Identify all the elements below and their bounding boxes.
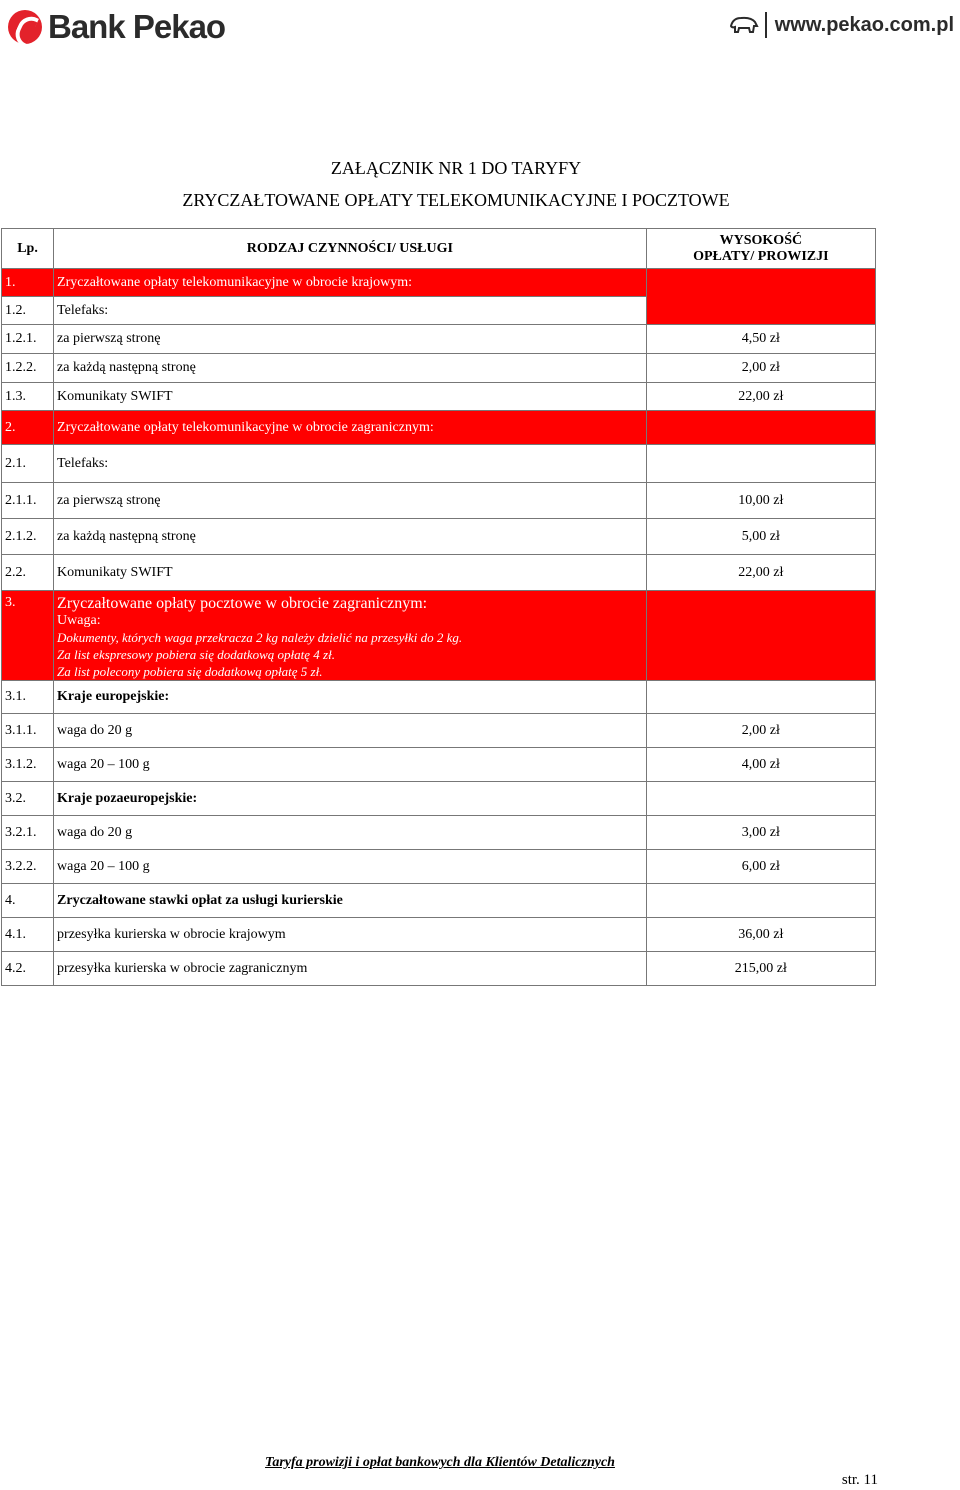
row-lp: 3. xyxy=(2,591,54,681)
row-lp: 4. xyxy=(2,884,54,918)
row-desc: waga do 20 g xyxy=(54,816,647,850)
table-row xyxy=(2,519,876,555)
row-lp: 2.1. xyxy=(2,445,54,483)
row-value xyxy=(646,782,875,816)
row-lp: 2.2. xyxy=(2,555,54,591)
note-line-2: Za list ekspresowy pobiera się dodatkową opłatę 4 zł. xyxy=(57,647,335,662)
row-desc: Zryczałtowane opłaty telekomunikacyjne w obrocie zagranicznym: xyxy=(54,411,647,445)
row-lp: 3.1.1. xyxy=(2,714,54,748)
table-row xyxy=(2,354,876,383)
row-desc xyxy=(54,591,647,681)
table-row xyxy=(2,269,876,297)
col-lp-header: Lp. xyxy=(2,229,54,269)
row-lp: 1.2.2. xyxy=(2,354,54,383)
document-subtitle: ZRYCZAŁTOWANE OPŁATY TELEKOMUNIKACYJNE I POCZTOWE xyxy=(182,190,730,210)
table-header-row xyxy=(2,229,876,269)
row-value xyxy=(646,591,875,681)
note-line-3: Za list polecony pobiera się dodatkową opłatę 5 zł. xyxy=(57,664,323,679)
row-desc: Komunikaty SWIFT xyxy=(54,383,647,411)
row-lp: 1. xyxy=(2,269,54,297)
table-row xyxy=(2,918,876,952)
row-value: 4,00 zł xyxy=(646,748,875,782)
row-value: 22,00 zł xyxy=(646,383,875,411)
row-desc: Zryczałtowane stawki opłat za usługi kurierskie xyxy=(54,884,647,918)
table-row xyxy=(2,483,876,519)
row-lp: 2. xyxy=(2,411,54,445)
row-desc: Komunikaty SWIFT xyxy=(54,555,647,591)
note-block xyxy=(57,629,643,680)
row-value: 3,00 zł xyxy=(646,816,875,850)
col-value-header-line2: OPŁATY/ PROWIZJI xyxy=(693,248,829,264)
row-value: 36,00 zł xyxy=(646,918,875,952)
row-value: 10,00 zł xyxy=(646,483,875,519)
row-desc: za pierwszą stronę xyxy=(54,325,647,354)
row-lp: 4.2. xyxy=(2,952,54,986)
table-row xyxy=(2,681,876,714)
row-desc: Zryczałtowane opłaty telekomunikacyjne w obrocie krajowym: xyxy=(54,269,647,297)
row-value: 215,00 zł xyxy=(646,952,875,986)
row-lp: 3.2. xyxy=(2,782,54,816)
row-desc: przesyłka kurierska w obrocie krajowym xyxy=(54,918,647,952)
table-row xyxy=(2,850,876,884)
row-desc: Telefaks: xyxy=(54,445,647,483)
row-desc: przesyłka kurierska w obrocie zagranicznym xyxy=(54,952,647,986)
table-row xyxy=(2,748,876,782)
bank-logo-icon xyxy=(8,10,42,44)
table-row xyxy=(2,555,876,591)
row-desc: waga 20 – 100 g xyxy=(54,748,647,782)
row-value: 5,00 zł xyxy=(646,519,875,555)
table-row xyxy=(2,325,876,354)
fee-table xyxy=(1,228,876,986)
row-desc: waga 20 – 100 g xyxy=(54,850,647,884)
table-row xyxy=(2,714,876,748)
page-number: str. 11 xyxy=(841,1472,878,1488)
row-value: 2,00 zł xyxy=(646,714,875,748)
table-row xyxy=(2,952,876,986)
row-value xyxy=(646,411,875,445)
row-value xyxy=(646,884,875,918)
col-desc-header: RODZAJ CZYNNOŚCI/ USŁUGI xyxy=(54,229,647,269)
row-lp: 4.1. xyxy=(2,918,54,952)
note-line-1: Dokumenty, których waga przekracza 2 kg należy dzielić na przesyłki do 2 kg. xyxy=(57,630,463,645)
table-row xyxy=(2,383,876,411)
row-lp: 1.3. xyxy=(2,383,54,411)
bison-icon xyxy=(729,14,759,36)
table-row xyxy=(2,445,876,483)
row-desc: za każdą następną stronę xyxy=(54,519,647,555)
row-value: 22,00 zł xyxy=(646,555,875,591)
row-desc: Kraje pozaeuropejskie: xyxy=(54,782,647,816)
table-row xyxy=(2,411,876,445)
website-header xyxy=(729,12,954,38)
row-lp: 3.2.1. xyxy=(2,816,54,850)
row-desc: Kraje europejskie: xyxy=(54,681,647,714)
footer-title: Taryfa prowizji i opłat bankowych dla Klientów Detalicznych xyxy=(265,1455,615,1470)
document-title: ZAŁĄCZNIK NR 1 DO TARYFY xyxy=(330,158,582,178)
row-value: 4,50 zł xyxy=(646,325,875,354)
row-desc: waga do 20 g xyxy=(54,714,647,748)
table-row xyxy=(2,782,876,816)
bank-name: Bank Pekao xyxy=(48,8,226,45)
bank-logo xyxy=(8,8,225,46)
row-lp: 2.1.1. xyxy=(2,483,54,519)
row-desc: za pierwszą stronę xyxy=(54,483,647,519)
note-label: Uwaga: xyxy=(57,613,101,628)
table-row xyxy=(2,884,876,918)
table-row xyxy=(2,816,876,850)
row-value xyxy=(646,681,875,714)
row-lp: 1.2.1. xyxy=(2,325,54,354)
col-value-header-line1: WYSOKOŚĆ xyxy=(719,232,803,248)
website-link[interactable]: www.pekao.com.pl xyxy=(774,13,954,36)
row-value xyxy=(646,269,875,325)
row-desc: za każdą następną stronę xyxy=(54,354,647,383)
header-separator xyxy=(765,12,767,38)
row-lp: 3.1. xyxy=(2,681,54,714)
row-lp: 3.1.2. xyxy=(2,748,54,782)
section-title: Zryczałtowane opłaty pocztowe w obrocie zagranicznym: xyxy=(57,595,428,612)
table-row xyxy=(2,591,876,681)
row-value: 2,00 zł xyxy=(646,354,875,383)
row-lp: 3.2.2. xyxy=(2,850,54,884)
row-lp: 1.2. xyxy=(2,297,54,325)
row-value: 6,00 zł xyxy=(646,850,875,884)
col-value-header xyxy=(646,229,875,269)
row-desc: Telefaks: xyxy=(54,297,647,325)
row-lp: 2.1.2. xyxy=(2,519,54,555)
row-value xyxy=(646,445,875,483)
